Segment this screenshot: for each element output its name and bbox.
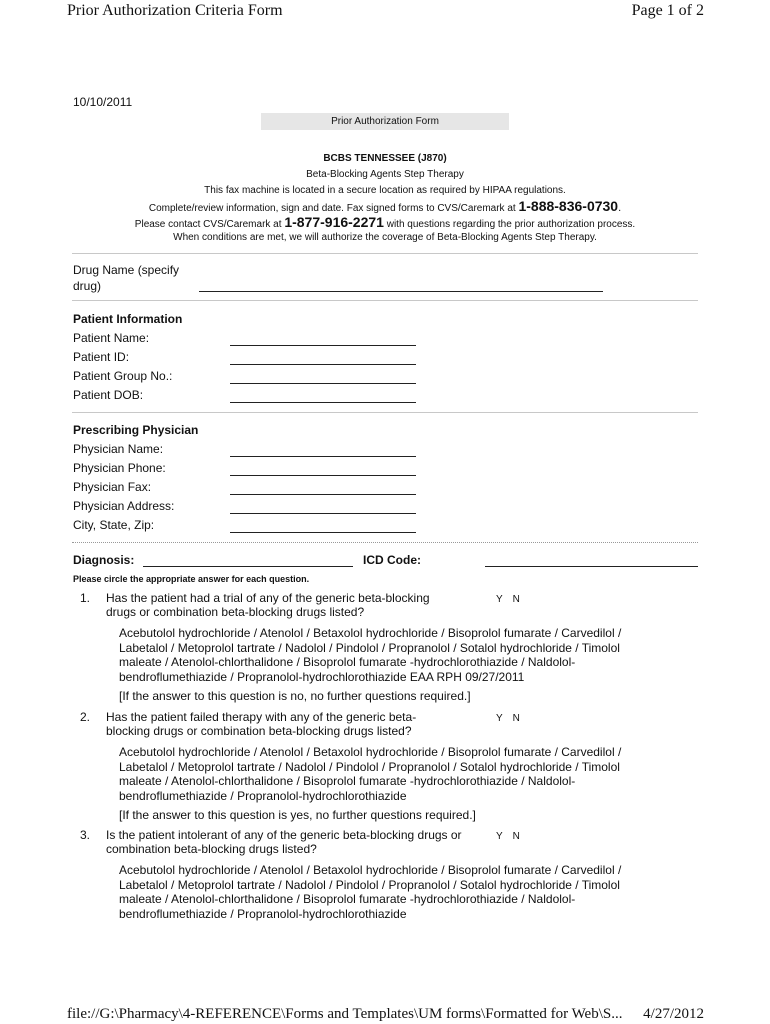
phone-number: 1-877-916-2271 xyxy=(284,214,384,230)
patient-id-label: Patient ID: xyxy=(73,350,130,364)
fax-number: 1-888-836-0730 xyxy=(518,198,619,214)
question-note: [If the answer to this question is yes, no further questions required.] xyxy=(119,808,476,822)
patient-dob-label: Patient DOB: xyxy=(73,388,144,402)
physician-name-field[interactable] xyxy=(230,456,416,457)
divider xyxy=(72,412,698,413)
therapy-name: Beta-Blocking Agents Step Therapy xyxy=(306,169,464,180)
fax-instructions xyxy=(72,198,698,214)
city-state-zip-field[interactable] xyxy=(230,532,416,533)
form-banner: Prior Authorization Form xyxy=(261,113,509,130)
physician-address-field[interactable] xyxy=(230,513,416,514)
patient-section-title: Patient Information xyxy=(73,312,183,326)
yes-no-options xyxy=(496,594,530,605)
drug-name-label-2: drug) xyxy=(73,279,102,293)
circle-instruction: Please circle the appropriate answer for each question. xyxy=(73,574,310,584)
yes-no-options xyxy=(496,831,530,842)
patient-id-field[interactable] xyxy=(230,364,416,365)
question-note: [If the answer to this question is no, no further questions required.] xyxy=(119,689,471,703)
page-number: Page 1 of 2 xyxy=(631,2,704,19)
question-number: 2. xyxy=(80,710,91,724)
icd-code-label: ICD Code: xyxy=(363,553,421,567)
document-title: Prior Authorization Criteria Form xyxy=(67,2,283,19)
question-text: Has the patient failed therapy with any of the generic beta-blocking drugs or combination beta-blocking drugs listed? xyxy=(106,710,417,738)
answer-no[interactable]: N xyxy=(512,831,520,842)
question-text: Is the patient intolerant of any of the generic beta-blocking drugs or combination beta-blocking drugs listed? xyxy=(106,828,462,856)
physician-phone-field[interactable] xyxy=(230,475,416,476)
fax-instructions-text: Complete/review information, sign and date. Fax signed forms to CVS/Caremark at xyxy=(148,203,519,214)
diagnosis-field[interactable] xyxy=(143,566,353,567)
print-date: 4/27/2012 xyxy=(643,1006,704,1022)
answer-yes[interactable]: Y xyxy=(496,594,503,605)
answer-no[interactable]: N xyxy=(512,713,520,724)
yes-no-options xyxy=(496,713,530,724)
question-text: Has the patient had a trial of any of the generic beta-blocking drugs or combination beta-blocking drugs listed? xyxy=(106,591,430,619)
diagnosis-label: Diagnosis: xyxy=(73,553,135,567)
fax-instructions-end: . xyxy=(618,202,622,214)
question-number: 1. xyxy=(80,591,91,605)
contact-instructions xyxy=(72,214,698,230)
physician-fax-label: Physician Fax: xyxy=(73,480,152,494)
form-date: 10/10/2011 xyxy=(73,95,133,109)
question-number: 3. xyxy=(80,828,91,842)
physician-phone-label: Physician Phone: xyxy=(73,461,166,475)
physician-name-label: Physician Name: xyxy=(73,442,164,456)
file-path: file://G:\Pharmacy\4-REFERENCE\Forms and Templates\UM forms\Formatted for Web\S... xyxy=(67,1006,623,1022)
patient-dob-field[interactable] xyxy=(230,402,416,403)
drug-list: Acebutolol hydrochloride / Atenolol / Betaxolol hydrochloride / Bisoprolol fumarate / Carvedilol / Labetalol / Metoprolol tartrate / Nadolol / Pindolol / Propranolol / Sotalol hydrochloride / Timolol maleate / Atenolol-chlorthalidone / Bisoprolol fumarate -hydrochlorothiazide / Naldolol-bendroflumethiazide / Propranolol-hydrochlorothiazide xyxy=(119,745,622,803)
coverage-note: When conditions are met, we will authorize the coverage of Beta-Blocking Agents Step Therapy. xyxy=(173,232,597,243)
patient-name-label: Patient Name: xyxy=(73,331,150,345)
contact-text: Please contact CVS/Caremark at xyxy=(134,219,285,230)
physician-section-title: Prescribing Physician xyxy=(73,423,199,437)
icd-code-field[interactable] xyxy=(485,566,698,567)
drug-list: Acebutolol hydrochloride / Atenolol / Betaxolol hydrochloride / Bisoprolol fumarate / Carvedilol / Labetalol / Metoprolol tartrate / Nadolol / Pindolol / Propranolol / Sotalol hydrochloride / Timolol maleate / Atenolol-chlorthalidone / Bisoprolol fumarate -hydrochlorothiazide / Naldolol-bendroflumethiazide / Propranolol-hydrochlorothiazide xyxy=(119,863,622,921)
patient-group-label: Patient Group No.: xyxy=(73,369,173,383)
divider xyxy=(72,253,698,254)
answer-yes[interactable]: Y xyxy=(496,713,503,724)
drug-list: Acebutolol hydrochloride / Atenolol / Betaxolol hydrochloride / Bisoprolol fumarate / Carvedilol / Labetalol / Metoprolol tartrate / Nadolol / Pindolol / Propranolol / Sotalol hydrochloride / Timolol maleate / Atenolol-chlorthalidone / Bisoprolol fumarate -hydrochlorothiazide / Naldolol-bendroflumethiazide / Propranolol-hydrochlorothiazide EAA RPH 09/27/2011 xyxy=(119,626,622,684)
fax-security-note: This fax machine is located in a secure location as required by HIPAA regulations. xyxy=(204,185,566,196)
divider xyxy=(72,300,698,301)
answer-yes[interactable]: Y xyxy=(496,831,503,842)
drug-name-label-1: Drug Name (specify xyxy=(73,263,180,277)
physician-fax-field[interactable] xyxy=(230,494,416,495)
contact-text-end: with questions regarding the prior authorization process. xyxy=(383,219,636,230)
organization-name: BCBS TENNESSEE (J870) xyxy=(323,153,447,164)
divider xyxy=(72,542,698,543)
patient-group-field[interactable] xyxy=(230,383,416,384)
physician-address-label: Physician Address: xyxy=(73,499,175,513)
city-state-zip-label: City, State, Zip: xyxy=(73,518,155,532)
answer-no[interactable]: N xyxy=(512,594,520,605)
patient-name-field[interactable] xyxy=(230,345,416,346)
drug-name-field[interactable] xyxy=(199,291,603,292)
